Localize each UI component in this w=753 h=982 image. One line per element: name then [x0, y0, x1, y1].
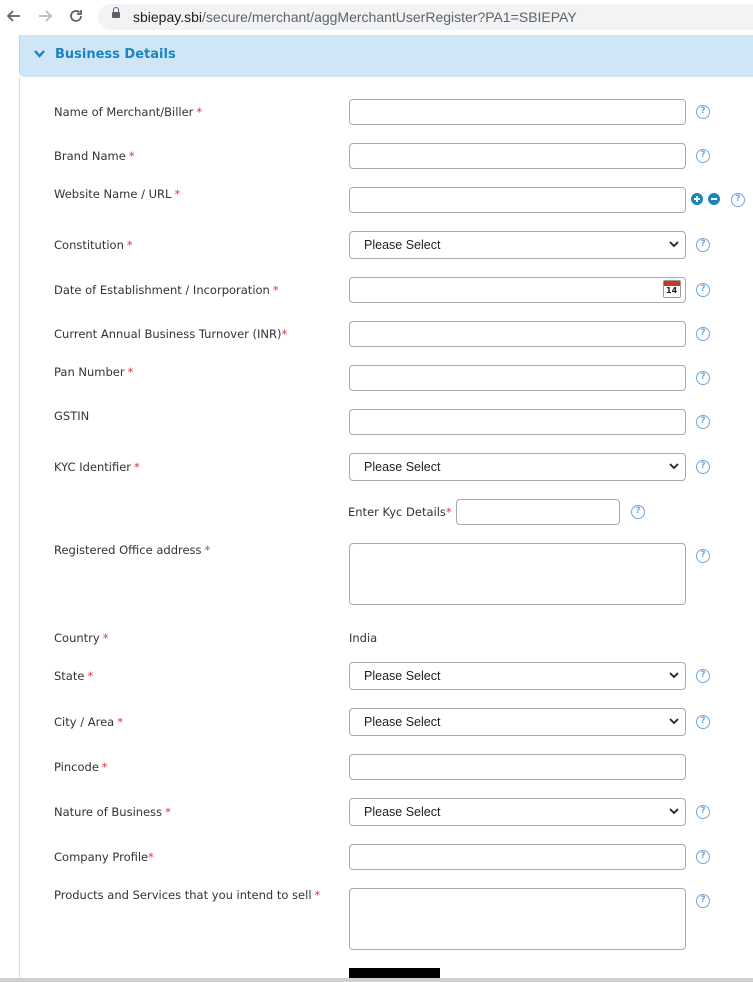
help-icon[interactable]: ? — [696, 460, 710, 474]
brand-name-input[interactable] — [349, 143, 686, 169]
date-establishment-input[interactable] — [349, 277, 686, 303]
horizontal-scrollbar[interactable] — [0, 978, 753, 982]
nature-business-select[interactable] — [349, 798, 686, 826]
help-icon[interactable]: ? — [696, 894, 710, 908]
label-constitution: Constitution * — [54, 238, 133, 252]
help-icon[interactable]: ? — [631, 505, 645, 519]
label-reg-address: Registered Office address * — [54, 543, 211, 557]
help-icon[interactable]: ? — [696, 283, 710, 297]
merchant-name-input[interactable] — [349, 99, 686, 125]
label-date-establishment: Date of Establishment / Incorporation * — [54, 283, 279, 297]
chevron-down-icon — [669, 240, 679, 248]
gstin-input[interactable] — [349, 409, 686, 435]
help-icon[interactable]: ? — [696, 850, 710, 864]
kyc-details-input[interactable] — [456, 499, 620, 525]
help-icon[interactable]: ? — [696, 327, 710, 341]
label-brand-name: Brand Name * — [54, 149, 135, 163]
chevron-down-icon — [34, 50, 45, 58]
calendar-icon[interactable]: 14 — [663, 280, 681, 298]
website-input[interactable] — [349, 187, 686, 213]
help-icon[interactable]: ? — [696, 238, 710, 252]
reload-icon[interactable] — [66, 6, 86, 26]
label-city: City / Area * — [54, 715, 123, 729]
label-state: State * — [54, 669, 94, 683]
pincode-input[interactable] — [349, 754, 686, 780]
next-field-partial — [349, 968, 440, 978]
reg-address-textarea[interactable] — [349, 543, 686, 605]
chevron-down-icon — [669, 671, 679, 679]
help-icon[interactable]: ? — [731, 193, 745, 207]
help-icon[interactable]: ? — [696, 669, 710, 683]
help-icon[interactable]: ? — [696, 105, 710, 119]
label-kyc-details: Enter Kyc Details* — [348, 505, 452, 519]
label-company-profile: Company Profile* — [54, 850, 154, 864]
label-kyc: KYC Identifier * — [54, 460, 140, 474]
select-value: Please Select — [364, 669, 441, 683]
address-bar[interactable] — [98, 4, 753, 30]
chevron-down-icon — [669, 717, 679, 725]
section-header[interactable] — [19, 35, 753, 77]
select-value: Please Select — [364, 805, 441, 819]
browser-toolbar — [0, 0, 753, 34]
pan-input[interactable] — [349, 365, 686, 391]
state-select[interactable] — [349, 662, 686, 690]
label-turnover: Current Annual Business Turnover (INR)* — [54, 327, 288, 341]
kyc-select[interactable] — [349, 453, 686, 481]
help-icon[interactable]: ? — [696, 149, 710, 163]
select-value: Please Select — [364, 715, 441, 729]
help-icon[interactable]: ? — [696, 549, 710, 563]
remove-website-icon[interactable] — [708, 193, 720, 205]
label-pan: Pan Number * — [54, 365, 134, 379]
chevron-down-icon — [669, 462, 679, 470]
turnover-input[interactable] — [349, 321, 686, 347]
constitution-select[interactable] — [349, 231, 686, 259]
section-title: Business Details — [55, 47, 176, 62]
products-textarea[interactable] — [349, 888, 686, 950]
company-profile-input[interactable] — [349, 844, 686, 870]
select-value: Please Select — [364, 238, 441, 252]
help-icon[interactable]: ? — [696, 715, 710, 729]
city-select[interactable] — [349, 708, 686, 736]
forward-arrow-icon[interactable] — [35, 6, 55, 26]
help-icon[interactable]: ? — [696, 805, 710, 819]
label-products: Products and Services that you intend to sell * — [54, 888, 321, 902]
select-value: Please Select — [364, 460, 441, 474]
label-gstin: GSTIN — [54, 409, 90, 423]
back-arrow-icon[interactable] — [4, 6, 24, 26]
country-value: India — [349, 631, 378, 645]
chevron-down-icon — [669, 807, 679, 815]
label-merchant-name: Name of Merchant/Biller * — [54, 105, 203, 119]
label-website: Website Name / URL * — [54, 187, 181, 201]
label-pincode: Pincode * — [54, 760, 108, 774]
help-icon[interactable]: ? — [696, 371, 710, 385]
help-icon[interactable]: ? — [696, 415, 710, 429]
lock-icon — [112, 12, 120, 18]
label-country: Country * — [54, 631, 109, 645]
url-text: sbiepay.sbi/secure/merchant/aggMerchantUserRegister?PA1=SBIEPAY — [133, 9, 577, 25]
label-nature-business: Nature of Business * — [54, 805, 171, 819]
add-website-icon[interactable] — [691, 193, 703, 205]
